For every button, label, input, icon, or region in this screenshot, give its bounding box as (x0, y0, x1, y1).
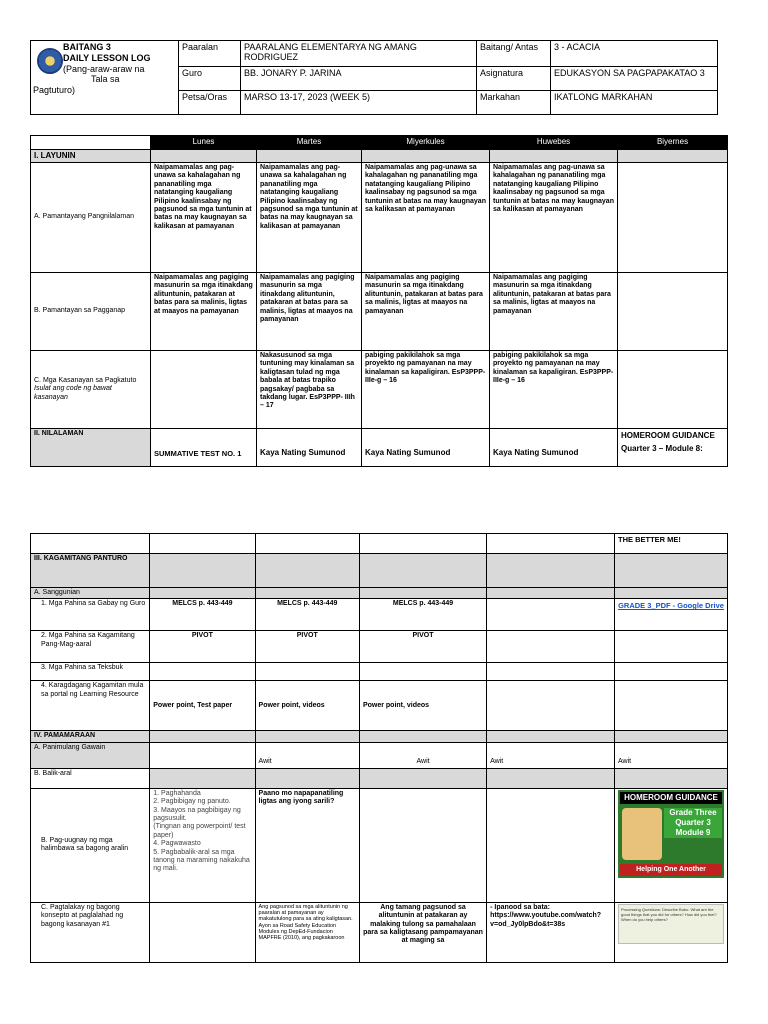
b-martes: Naipamamalas ang pagiging masunurin sa mga itinakdang alituntunin, patakaran at batas para sa malinis, ligtas at maayos na pamayanan (257, 273, 362, 351)
section-layunin: I. LAYUNIN (31, 150, 151, 163)
empty-cell (362, 150, 490, 163)
empty-cell (487, 788, 615, 902)
nil-miyerkules: Kaya Nating Sumunod (362, 429, 490, 467)
markahan-value: IKATLONG MARKAHAN (551, 91, 718, 115)
nil-biy-module: Quarter 3 – Module 8: (621, 443, 703, 453)
asignatura-label: Asignatura (477, 67, 551, 91)
cc-martes: Ang pagsunod sa mga alituntunin ng paaralan at pamayanan ay makatutulong para sa ating kaligtasan. Ayon sa Road Safety Education Modules ng DepEd-Fundacion MAPFRE (2010), ang pagkakaroon (255, 902, 359, 962)
empty-cell (487, 599, 615, 631)
day-martes: Martes (257, 136, 362, 150)
empty-cell (359, 534, 486, 554)
c-biyernes (618, 351, 728, 429)
a-lunes: Naipamamalas ang pag-unawa sa kahalagahan ng pananatiling mga natatanging kaugaliang Pilipino kaalinsabay ng pagsunod sa mga tuntunin at batas na may kaugnayan sa kalikasan at pamayanan (151, 163, 257, 273)
s2-lunes: PIVOT (150, 631, 255, 663)
cc-biyernes (615, 902, 728, 962)
petsa-value: MARSO 13-17, 2023 (WEEK 5) (241, 91, 477, 115)
markahan-label: Markahan (477, 91, 551, 115)
day-huwebes: Huwebes (490, 136, 618, 150)
pamantayan-sa-pagganap-label: B. Pamantayan sa Pagganap (31, 273, 151, 351)
nil-martes: Kaya Nating Sumunod (257, 429, 362, 467)
s1-lunes: MELCS p. 443-449 (150, 599, 255, 631)
c-huwebes (490, 351, 618, 429)
empty-cell (255, 731, 359, 742)
empty-cell (487, 554, 615, 588)
empty-cell (487, 731, 615, 742)
empty-cell (151, 150, 257, 163)
header-table (30, 40, 718, 115)
empty-cell (615, 731, 728, 742)
cc-miyerkules: Ang tamang pagsunod sa alituntunin at patakaran ay malaking tulong sa pamahalaan para sa kaligtasang pampamayanan at maging sa (359, 902, 486, 962)
day-miyerkules: Miyerkules (362, 136, 490, 150)
empty-cell (618, 150, 728, 163)
empty-cell (31, 534, 150, 554)
corner-cell (31, 136, 151, 150)
day-biyernes: Biyernes (618, 136, 728, 150)
section-pamamaraan: IV. PAMAMARAAN (31, 731, 150, 742)
empty-cell (487, 631, 615, 663)
empty-cell (255, 663, 359, 681)
title-sub3: Pagtuturo) (33, 85, 76, 96)
empty-cell (257, 150, 362, 163)
empty-cell (359, 731, 486, 742)
baitang-value: 3 - ACACIA (551, 41, 718, 67)
empty-cell (359, 554, 486, 588)
lesson-table-2 (30, 533, 728, 963)
empty-cell (359, 663, 486, 681)
empty-cell (150, 588, 255, 599)
empty-cell (615, 663, 728, 681)
empty-cell (359, 788, 486, 902)
bb-martes: Paano mo napapanatiling ligtas ang iyong sarili? (255, 788, 359, 902)
a-martes: Naipamamalas ang pag-unawa sa kahalagahan ng pananatiling mga natatanging kaugaliang Pilipino kaalinsabay ng pagsunod sa mga tuntunin at batas na may kaugnayan sa kalikasan at pamayanan (257, 163, 362, 273)
section-nilalaman: II. NILALAMAN (31, 429, 151, 467)
s3-label: 3. Mga Pahina sa Teksbuk (31, 663, 150, 681)
c-martes: Nakasusunod sa mga tuntuning may kinalaman sa kaligtasan tulad ng mga babala at batas trapiko pagsakay/ pagbaba sa takdang lugar. EsP3PPP- IIIh – 17 (257, 351, 362, 429)
guro-value: BB. JONARY P. JARINA (241, 67, 477, 91)
homeroom-guidance-cover-image (618, 790, 724, 878)
log-title (31, 41, 179, 115)
processing-questions-image: Processing Questions: Describe Bobo. What are the good things that you did for others? How did you feel? When do you help others? (618, 904, 724, 944)
empty-cell (487, 681, 615, 731)
s1-martes: MELCS p. 443-449 (255, 599, 359, 631)
b-huwebes: Naipamamalas ang pagiging masunurin sa mga itinakdang alituntunin, patakaran at batas para sa malinis, ligtas at maayos na pamayanan (490, 273, 618, 351)
children-illustration (622, 808, 662, 860)
empty-cell (359, 768, 486, 788)
empty-cell (615, 768, 728, 788)
bb-lunes: 1. Paghahanda 2. Pagbibigay ng panuto. 3. Maayos na pagbibigay ng pagsusulit. (Tingnan ang powerpoint/ test paper) 4. Pagwawasto 5. Pagbabalik-aral sa mga tanong na maraming nakakuha ng mali. (150, 788, 255, 902)
empty-cell (150, 534, 255, 554)
empty-cell (490, 150, 618, 163)
s4-label: 4. Karagdagang Kagamitan mula sa portal ng Learning Resource (31, 681, 150, 731)
pag-uugnay-label: B. Pag-uugnay ng mga halimbawa sa bagong aralin (31, 788, 150, 902)
title-dll: DAILY LESSON LOG (63, 52, 151, 63)
empty-cell (255, 768, 359, 788)
cc-huwebes: - Ipanood sa bata: https://www.youtube.com/watch?v=od_Jy0lpBdo&t=38s (487, 902, 615, 962)
b-miyerkules: Naipamamalas ang pagiging masunurin sa mga itinakdang alituntunin, patakaran at batas para sa malinis, ligtas at maayos na pamayanan (362, 273, 490, 351)
balik-aral-label: B. Balik-aral (31, 768, 150, 788)
empty-cell (487, 588, 615, 599)
empty-cell (255, 554, 359, 588)
empty-cell (615, 554, 728, 588)
kasanayan-title: C. Mga Kasanayan sa Pagkatuto (34, 376, 137, 384)
s1-label: 1. Mga Pahina sa Gabay ng Guro (31, 599, 150, 631)
s2-label: 2. Mga Pahina sa Kagamitang Pang-Mag-aaral (31, 631, 150, 663)
a-huwebes: Naipamamalas ang pag-unawa sa kahalagahan ng pananatiling mga natatanging kaugaliang Pilipino kaalinsabay ng pagsunod sa mga tuntunin at batas na may kaugnayan sa kalikasan at pamayanan (490, 163, 618, 273)
pagtalakay-label: C. Pagtalakay ng bagong konsepto at paglalahad ng bagong kasanayan #1 (31, 902, 150, 962)
awit-biyernes: Awit (615, 742, 728, 768)
bb-biyernes (615, 788, 728, 902)
lesson-table-1 (30, 135, 728, 467)
empty-cell (255, 534, 359, 554)
grade3-drive-link[interactable]: GRADE 3_PDF - Google Drive (615, 599, 728, 631)
empty-cell (150, 768, 255, 788)
c-lunes (151, 351, 257, 429)
hg-cover-subtitle: Helping One Another (620, 864, 722, 876)
empty-cell (615, 631, 728, 663)
awit-martes: Awit (255, 742, 359, 768)
better-me: THE BETTER ME! (615, 534, 728, 554)
s1-miyerkules: MELCS p. 443-449 (359, 599, 486, 631)
s2-martes: PIVOT (255, 631, 359, 663)
title-sub1: (Pang-araw-araw na (63, 63, 145, 74)
empty-cell (150, 731, 255, 742)
title-sub2: Tala sa (91, 74, 120, 85)
a-miyerkules: Naipamamalas ang pag-unawa sa kahalagahan ng pananatiling mga natatanging kaugaliang Pilipino kaalinsabay ng pagsunod sa mga tuntunin at batas na may kaugnayan sa kalikasan at pamayanan (362, 163, 490, 273)
panimulang-gawain-label: A. Panimulang Gawain (31, 742, 150, 768)
nil-lunes: SUMMATIVE TEST NO. 1 (151, 429, 257, 467)
empty-cell (150, 554, 255, 588)
day-lunes: Lunes (151, 136, 257, 150)
s2-miyerkules: PIVOT (359, 631, 486, 663)
b-biyernes (618, 273, 728, 351)
pamantayang-pangnilalaman-label: A. Pamantayang Pangnilalaman (31, 163, 151, 273)
empty-cell (150, 663, 255, 681)
guro-label: Guro (179, 67, 241, 91)
hg-cover-title: HOMEROOM GUIDANCE (620, 792, 722, 804)
empty-cell (615, 681, 728, 731)
s4-lunes: Power point, Test paper (150, 681, 255, 731)
title-grade: BAITANG 3 (63, 42, 111, 52)
empty-cell (615, 588, 728, 599)
baitang-label: Baitang/ Antas (477, 41, 551, 67)
empty-cell (359, 588, 486, 599)
awit-huwebes: Awit (487, 742, 615, 768)
nil-huwebes: Kaya Nating Sumunod (490, 429, 618, 467)
awit-miyerkules: Awit (359, 742, 486, 768)
kasanayan-note: Isulat ang code ng bawat kasanayan (34, 385, 112, 401)
kasanayan-label (31, 351, 151, 429)
petsa-label: Petsa/Oras (179, 91, 241, 115)
paaralan-label: Paaralan (179, 41, 241, 67)
empty-cell (487, 768, 615, 788)
c-miy-text: pakikilahok sa mga proyekto ng pamayanan na may kinalaman sa kapaligiran. EsP3PPP- IIIe-g – 16 (365, 352, 486, 385)
empty-cell (150, 742, 255, 768)
section-kagamitan: III. KAGAMITANG PANTURO (31, 554, 150, 588)
c-miyerkules (362, 351, 490, 429)
c-huw-prefix: pabiging (493, 352, 523, 359)
sanggunian-label: A. Sanggunian (31, 588, 150, 599)
c-miy-prefix: pabiging (365, 352, 395, 359)
empty-cell (255, 588, 359, 599)
b-lunes: Naipamamalas ang pagiging masunurin sa mga itinakdang alituntunin, patakaran at batas para sa malinis, ligtas at maayos na pamayanan (151, 273, 257, 351)
empty-cell (150, 902, 255, 962)
a-biyernes (618, 163, 728, 273)
hg-cover-module: Grade Three Quarter 3 Module 9 (664, 808, 722, 838)
nil-biyernes (618, 429, 728, 467)
s4-martes: Power point, videos (255, 681, 359, 731)
c-huw-text: pakikilahok sa mga proyekto ng pamayanan na may kinalaman sa kapaligiran. EsP3PPP- IIIe-g – 16 (493, 352, 614, 385)
empty-cell (487, 663, 615, 681)
s4-miyerkules: Power point, videos (359, 681, 486, 731)
nil-biy-title: HOMEROOM GUIDANCE (621, 431, 715, 440)
paaralan-value: PAARALANG ELEMENTARYA NG AMANG RODRIGUEZ (241, 41, 477, 67)
asignatura-value: EDUKASYON SA PAGPAPAKATAO 3 (551, 67, 718, 91)
empty-cell (487, 534, 615, 554)
